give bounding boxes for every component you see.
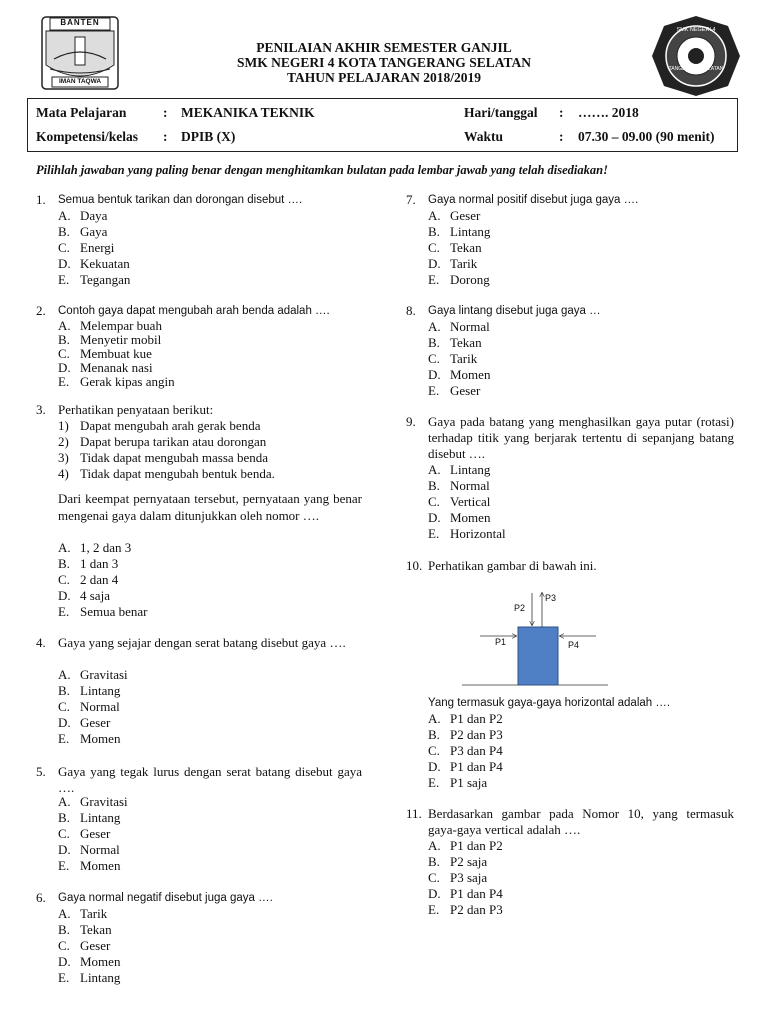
option-d: D. P1 dan P4	[428, 886, 503, 901]
time-colon: :	[559, 129, 564, 144]
info-box	[27, 98, 738, 152]
question-number: 4.	[36, 635, 46, 650]
question-text: Gaya yang tegak lurus dengan serat batang disebut gaya ….	[58, 764, 362, 795]
option-c: C. Tekan	[428, 240, 482, 255]
option-b: B. Gaya	[58, 224, 108, 239]
option-e: E. Horizontal	[428, 526, 506, 541]
option-a: A. Geser	[428, 208, 481, 223]
option-a: A. P1 dan P2	[428, 711, 503, 726]
question-number: 10.	[406, 558, 423, 573]
option-b: B. Tekan	[58, 922, 112, 937]
option-d: D. Momen	[58, 954, 121, 969]
label-p1: P1	[495, 637, 507, 647]
question-text: Berdasarkan gambar pada Nomor 10, yang termasuk gaya-gaya vertical adalah ….	[428, 806, 734, 837]
option-a: A. P1 dan P2	[428, 838, 503, 853]
question-text: Gaya normal positif disebut juga gaya ….	[428, 194, 639, 206]
statement-3: 3) Tidak dapat mengubah massa benda	[58, 450, 268, 465]
option-c: C. Energi	[58, 240, 115, 255]
option-e: E. Tegangan	[58, 272, 131, 287]
statement-2: 2) Dapat berupa tarikan atau dorongan	[58, 434, 267, 449]
date-colon: :	[559, 105, 564, 120]
force-diagram	[460, 588, 610, 688]
question-number: 6.	[36, 890, 46, 905]
question-number: 3.	[36, 402, 46, 417]
option-c: C. P3 dan P4	[428, 743, 503, 758]
question-text: Gaya pada batang yang menghasilkan gaya putar (rotasi) terhadap titik yang berjarak tertentu di sepanjang batang disebut ….	[428, 414, 734, 461]
question-text: Gaya yang sejajar dengan serat batang disebut gaya ….	[58, 635, 346, 650]
statement-4: 4) Tidak dapat mengubah bentuk benda.	[58, 466, 275, 481]
instruction: Pilihlah jawaban yang paling benar dengan menghitamkan bulatan pada lembar jawab yang telah disediakan!	[36, 163, 608, 177]
option-a: A. Daya	[58, 208, 108, 223]
option-b: B. P2 dan P3	[428, 727, 503, 742]
question-text-2: Dari keempat pernyataan tersebut, pernyataan yang benar mengenai gaya dalam ditunjukkan oleh nomor ….	[58, 491, 362, 523]
option-c: C. Normal	[58, 699, 120, 714]
label-p4: P4	[568, 640, 580, 650]
option-c: C. Vertical	[428, 494, 491, 509]
option-e: E. P2 dan P3	[428, 902, 503, 917]
class-value: DPIB (X)	[181, 129, 236, 144]
option-b: B. Normal	[428, 478, 490, 493]
option-c: C. Tarik	[428, 351, 478, 366]
option-e: E. Geser	[428, 383, 481, 398]
option-c: C. Membuat kue	[58, 346, 152, 361]
option-b: B. 1 dan 3	[58, 556, 119, 571]
question-number: 1.	[36, 192, 46, 207]
option-a: A. 1, 2 dan 3	[58, 540, 132, 555]
option-d: D. P1 dan P4	[428, 759, 503, 774]
question-text: Gaya lintang disebut juga gaya …	[428, 305, 601, 317]
option-d: D. Geser	[58, 715, 111, 730]
date-value: ……. 2018	[578, 105, 639, 120]
question-number: 2.	[36, 303, 46, 318]
class-colon: :	[163, 129, 168, 144]
option-a: A. Lintang	[428, 462, 491, 477]
question-number: 7.	[406, 192, 416, 207]
subject-colon: :	[163, 105, 168, 120]
header-line-2: SMK NEGERI 4 KOTA TANGERANG SELATAN	[237, 55, 531, 70]
question-number: 8.	[406, 303, 416, 318]
option-a: A. Gravitasi	[58, 794, 128, 809]
option-a: A. Gravitasi	[58, 667, 128, 682]
option-d: D. Menanak nasi	[58, 360, 153, 375]
option-e: E. Dorong	[428, 272, 490, 287]
option-b: B. Lintang	[58, 683, 121, 698]
option-e: E. Lintang	[58, 970, 121, 985]
option-b: B. Menyetir mobil	[58, 332, 162, 347]
time-label: Waktu	[464, 129, 504, 144]
question-text: Perhatikan penyataan berikut:	[58, 402, 214, 417]
option-b: B. Lintang	[58, 810, 121, 825]
option-d: D. Momen	[428, 510, 491, 525]
subject-value: MEKANIKA TEKNIK	[181, 105, 315, 120]
option-a: A. Normal	[428, 319, 490, 334]
question-text: Gaya normal negatif disebut juga gaya ….	[58, 892, 273, 904]
option-c: C. Geser	[58, 938, 111, 953]
option-d: D. Kekuatan	[58, 256, 130, 271]
option-b: B. Tekan	[428, 335, 482, 350]
label-p2: P2	[514, 603, 526, 613]
option-e: E. Semua benar	[58, 604, 148, 619]
option-b: B. P2 saja	[428, 854, 488, 869]
question-number: 9.	[406, 414, 416, 429]
school-logo-text-bottom: TANGERANG SELATAN	[668, 66, 724, 72]
block	[518, 627, 558, 685]
question-number: 11.	[406, 806, 422, 821]
option-d: D. 4 saja	[58, 588, 110, 603]
question-text-2: Yang termasuk gaya-gaya horizontal adalah ….	[428, 697, 671, 709]
header-line-1: PENILAIAN AKHIR SEMESTER GANJIL	[256, 40, 512, 55]
option-d: D. Momen	[428, 367, 491, 382]
option-a: A. Tarik	[58, 906, 108, 921]
header-line-3: TAHUN PELAJARAN 2018/2019	[286, 70, 481, 85]
option-e: E. Momen	[58, 731, 121, 746]
question-text: Perhatikan gambar di bawah ini.	[428, 558, 597, 573]
question-text: Contoh gaya dapat mengubah arah benda adalah ….	[58, 305, 330, 317]
option-d: D. Normal	[58, 842, 120, 857]
option-e: E. Gerak kipas angin	[58, 374, 175, 389]
option-d: D. Tarik	[428, 256, 478, 271]
option-c: C. P3 saja	[428, 870, 488, 885]
date-label: Hari/tanggal	[464, 105, 538, 120]
banten-logo-text-top: BANTEN	[60, 18, 100, 27]
option-e: E. Momen	[58, 858, 121, 873]
question-number: 5.	[36, 764, 46, 779]
question-text: Semua bentuk tarikan dan dorongan disebut ….	[58, 194, 303, 206]
option-c: C. Geser	[58, 826, 111, 841]
option-b: B. Lintang	[428, 224, 491, 239]
option-e: E. P1 saja	[428, 775, 488, 790]
label-p3: P3	[545, 593, 557, 603]
option-c: C. 2 dan 4	[58, 572, 119, 587]
banten-logo-text-bottom: IMAN TAQWA	[58, 78, 102, 85]
class-label: Kompetensi/kelas	[36, 129, 139, 144]
statement-1: 1) Dapat mengubah arah gerak benda	[58, 418, 261, 433]
subject-label: Mata Pelajaran	[36, 105, 127, 120]
time-value: 07.30 – 09.00 (90 menit)	[578, 129, 715, 144]
school-logo-text-top: SMK NEGERI 4	[676, 27, 716, 33]
option-a: A. Melempar buah	[58, 318, 162, 333]
